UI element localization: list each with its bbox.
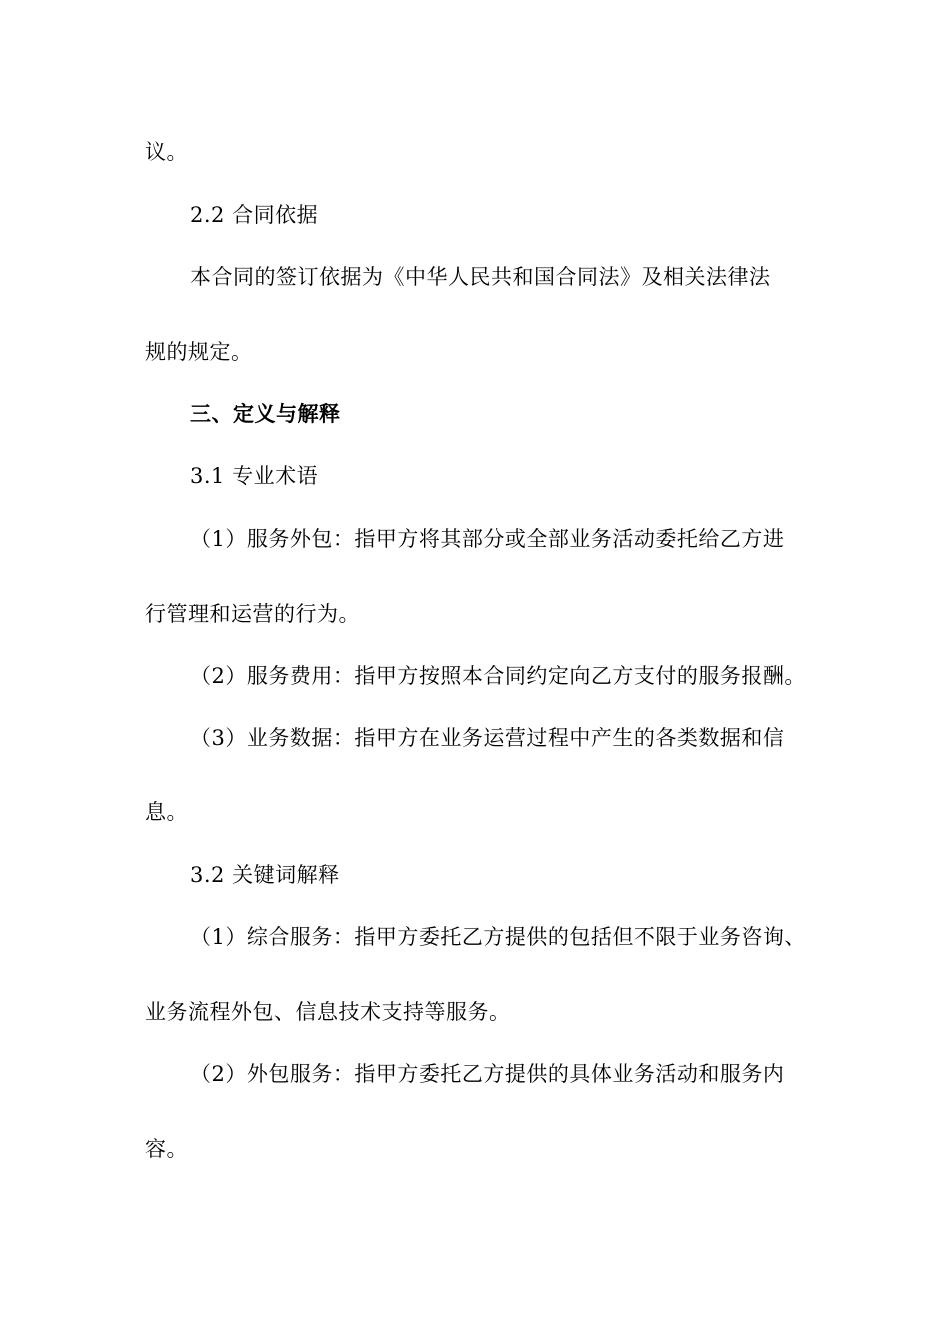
paragraph-line: （3）业务数据：指甲方在业务运营过程中产生的各类数据和信 bbox=[190, 726, 785, 750]
paragraph-line: （1）服务外包：指甲方将其部分或全部业务活动委托给乙方进 bbox=[190, 527, 785, 551]
subsection-heading-2-2: 2.2 合同依据 bbox=[190, 203, 319, 227]
paragraph-line: （1）综合服务：指甲方委托乙方提供的包括但不限于业务咨询、 bbox=[190, 925, 806, 949]
subsection-heading-3-2: 3.2 关键词解释 bbox=[190, 863, 340, 887]
paragraph-line: 容。 bbox=[145, 1137, 188, 1161]
paragraph-line: 规的规定。 bbox=[145, 340, 253, 364]
paragraph-continuation: 议。 bbox=[145, 140, 188, 164]
paragraph-line: （2）服务费用：指甲方按照本合同约定向乙方支付的服务报酬。 bbox=[190, 664, 806, 688]
paragraph-line: （2）外包服务：指甲方委托乙方提供的具体业务活动和服务内 bbox=[190, 1062, 785, 1086]
paragraph-line: 行管理和运营的行为。 bbox=[145, 602, 360, 626]
subsection-heading-3-1: 3.1 专业术语 bbox=[190, 464, 319, 488]
paragraph-line: 业务流程外包、信息技术支持等服务。 bbox=[145, 1000, 511, 1024]
section-heading-3: 三、定义与解释 bbox=[190, 401, 341, 426]
paragraph-line: 息。 bbox=[145, 800, 188, 824]
paragraph-line: 本合同的签订依据为《中华人民共和国合同法》及相关法律法 bbox=[190, 265, 771, 289]
